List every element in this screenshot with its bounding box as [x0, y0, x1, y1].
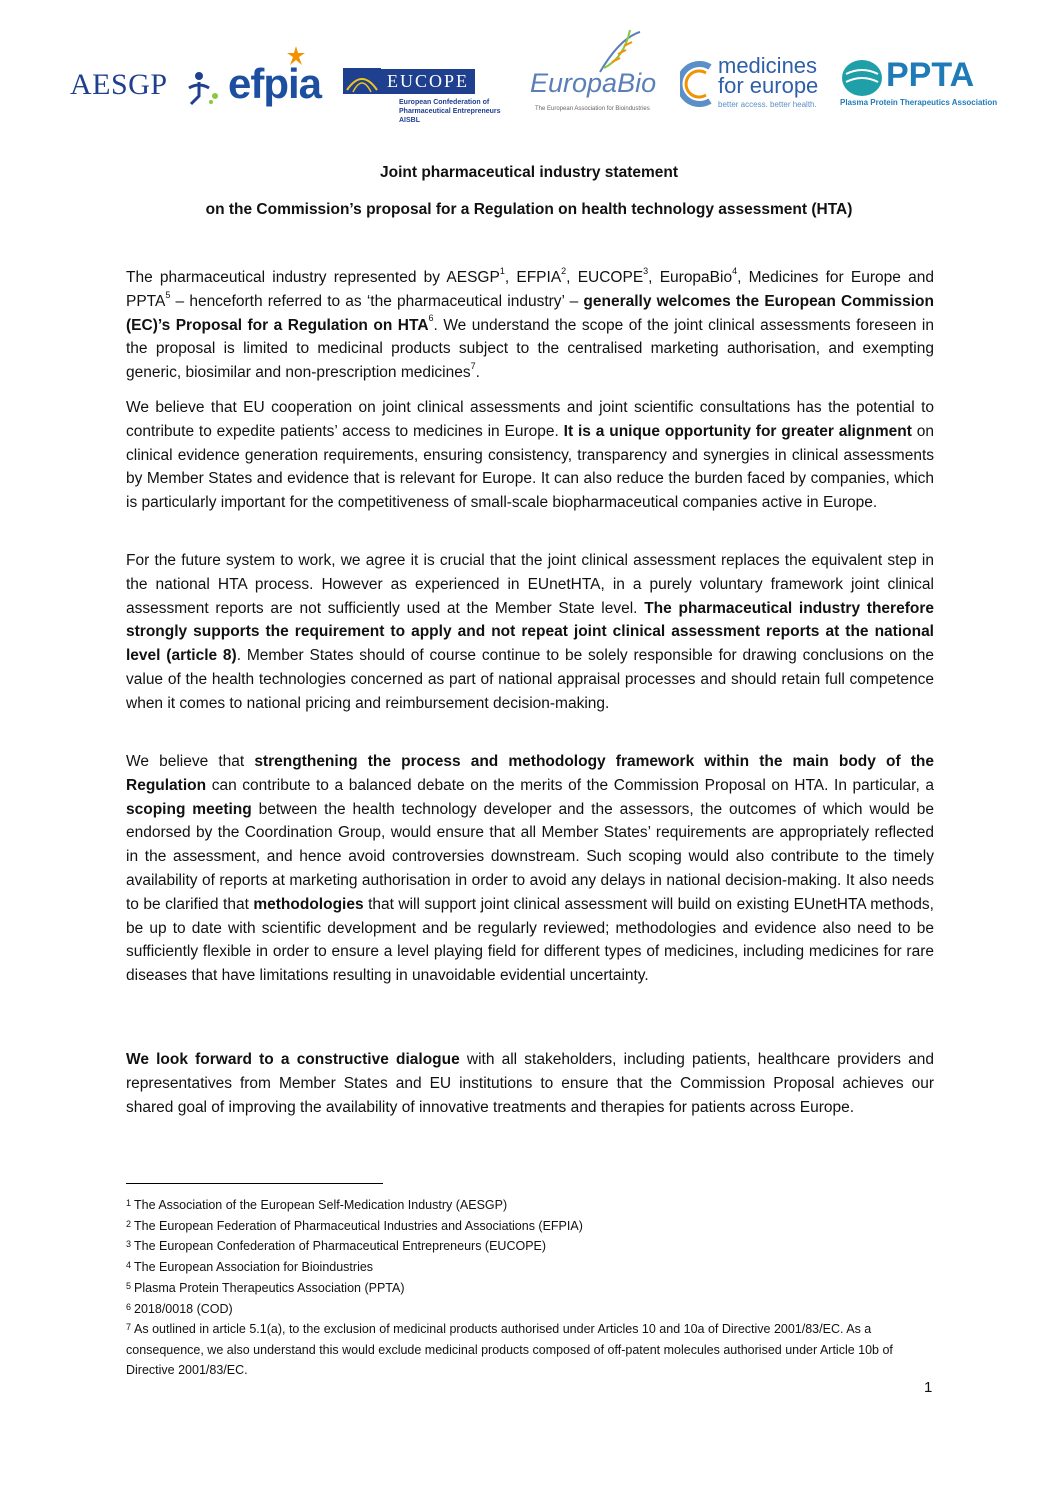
footnote-ref-5: 5: [165, 289, 171, 300]
footnote-5: $^5$ Plasma Protein Therapeutics Association (PPTA): [126, 1280, 405, 1295]
page-number: 1: [924, 1379, 933, 1396]
aesgp-logo: AESGP: [70, 68, 168, 101]
footnote-ref-6: 6: [428, 313, 434, 324]
footnote-1: $^1$ The Association of the European Self-Medication Industry (AESGP): [126, 1198, 508, 1212]
ppta-droplet-icon: [840, 58, 884, 98]
footnote-separator: [126, 1183, 383, 1184]
footnote-ref-1: 1: [499, 265, 505, 276]
logo-bar: AESGP efpia EUCOPE European Confederation of Pharmaceutical Entrepreneurs AISBL EuropaBio The European Association for Bioindustries medicines for europe better access. better health. PPTA Plasma Protein Therapeutics Association: [60, 18, 1010, 133]
footnote-ref-2: 2: [561, 265, 567, 276]
efpia-star-icon: [286, 46, 306, 66]
paragraph-3: For the future system to work, we agree it is crucial that the joint clinical assessment replaces the equivalent step in the national HTA process. However as experienced in EUnetHTA, in a purely voluntary framework joint clinical assessment reports are not sufficiently used at the Member State level. The pharmaceutical industry therefore strongly supports the requirement to apply and not repeat joint clinical assessment reports at the national level (article 8). Member States should of course continue to be solely responsible for drawing conclusions on the value of the health technologies concerned as part of national appraisal processes and should retain full competence when it comes to national pricing and reimbursement decision-making.: [126, 552, 934, 712]
footnote-ref-7: 7: [470, 361, 476, 372]
paragraph-5: We look forward to a constructive dialogue with all stakeholders, including patients, healthcare providers and representatives from Member States and EU institutions to ensure that the Commission Proposal achieves our shared goal of improving the availability of innovative treatments and therapies for patients across Europe.: [126, 1051, 935, 1116]
footnote-3: $^3$ The European Confederation of Pharmaceutical Entrepreneurs (EUCOPE): [126, 1239, 547, 1254]
eucope-logo: EUCOPE European Confederation of Pharmaceutical Entrepreneurs AISBL: [343, 68, 493, 125]
document-title-line1: Joint pharmaceutical industry statement: [379, 164, 679, 181]
eucope-globe-icon: [343, 68, 381, 94]
mfe-c-icon: [680, 61, 714, 107]
efpia-logo: efpia: [228, 60, 322, 107]
paragraph-2: We believe that EU cooperation on joint clinical assessments and joint scientific consultations has the potential to contribute to expedite patients’ access to medicines in Europe. It is a unique opportunity for greater alignment on clinical evidence generation requirements, ensuring consistency, transparency and synergies in clinical assessments by Member States and evidence that is relevant for Europe. It can also reduce the burden faced by companies, which is particularly important for the competitiveness of small-scale biopharmaceutical companies active in Europe.: [126, 399, 935, 512]
paragraph-1: The pharmaceutical industry represented by AESGP$^1$, EFPIA$^2$, EUCOPE$^3$, EuropaBio$^4$, Medicines for Europe and PPTA$^5$ – henceforth referred to as ‘the pharmaceutical industry’ – generally welcomes the European Commission (EC)’s Proposal for a Regulation on HTA$^6$. We understand the scope of the joint clinical assessments foreseen in the proposal is limited to medicinal products subject to the centralised marketing authorisation, and exempting generic, biosimilar and non-prescription medicines$^7$.: [126, 265, 934, 382]
document-title-line2: on the Commission’s proposal for a Regulation on health technology assessment (HTA): [205, 201, 853, 218]
footnote-ref-3: 3: [643, 265, 649, 276]
paragraph-4: We believe that strengthening the process and methodology framework within the main body of the Regulation can contribute to a balanced debate on the merits of the Commission Proposal on HTA. In particular, a scoping meeting between the health technology developer and the assessors, the outcomes of which would be endorsed by the Coordination Group, would ensure that all Member States’ requirements are appropriately reflected in the assessment, and hence avoid controversies downstream. Such scoping would also contribute to the timely availability of reports at marketing authorisation in order to avoid any delays in national decision-making. It also needs to be clarified that methodologies that will support joint clinical assessment will build on existing EUnetHTA methods, be up to date with scientific development and be regularly reviewed; methodologies and evidence also need to be sufficiently flexible in order to ensure a level playing field for different types of medicines, including medicines for rare diseases that have limitations resulting in unavoidable evidential uncertainty.: [126, 753, 935, 985]
aesgp-figure-icon: [185, 68, 225, 108]
footnote-6: $^6$ 2018/0018 (COD): [126, 1301, 233, 1316]
footnote-4: $^4$ The European Association for Bioindustries: [126, 1260, 374, 1275]
footnote-ref-4: 4: [732, 265, 738, 276]
footnote-7: $^7$ As outlined in article 5.1(a), to the exclusion of medicinal products authorised under Articles 10 and 10a of Directive 2001/83/EC. As a consequence, we also understand this would exclude medicinal products composed of off-patent molecules authorised under Article 10b of Directive 2001/83/EC.: [126, 1322, 893, 1377]
footnotes: [126, 1196, 934, 1380]
footnote-2: $^2$ The European Federation of Pharmaceutical Industries and Associations (EFPIA): [126, 1218, 583, 1233]
